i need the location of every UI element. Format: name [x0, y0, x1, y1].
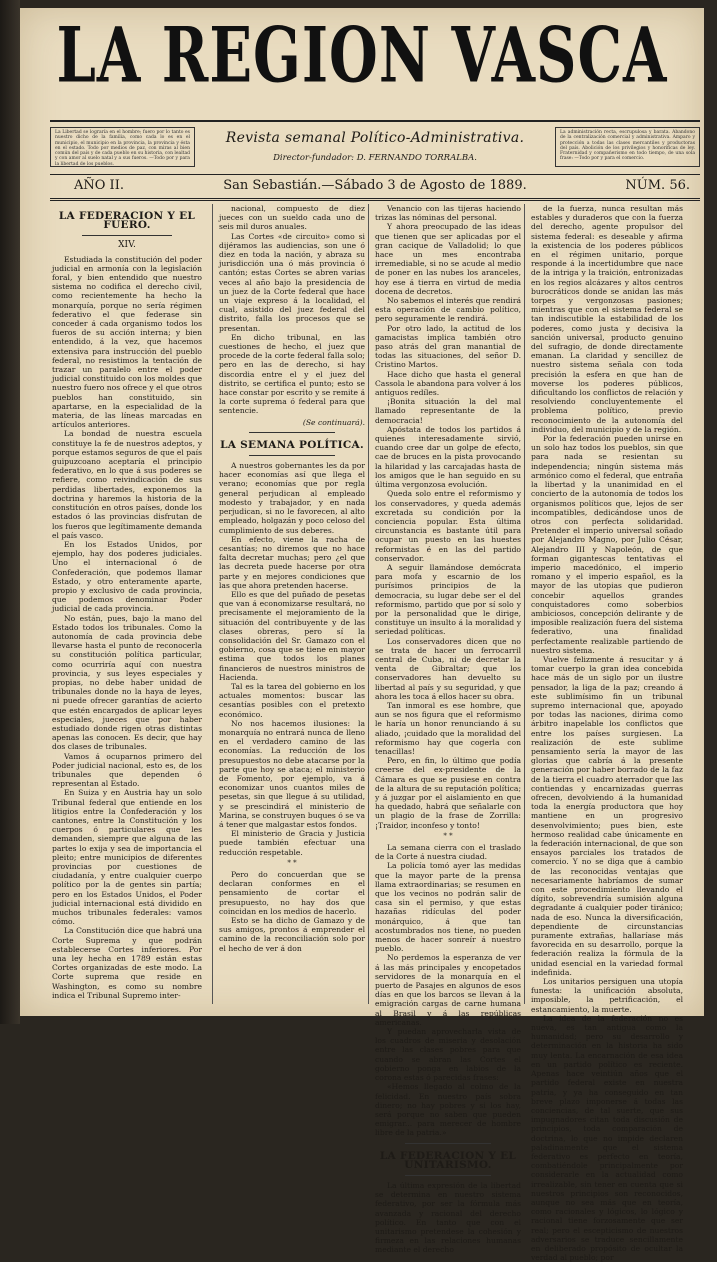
masthead: LA REGION VASCA	[56, 11, 668, 101]
paragraph: Esto se ha dicho de Gamazo y de sus amigos, prontos á emprender el camino de la reconciliación solo por el hecho de ver á don	[219, 916, 365, 953]
article-section-number: XIV.	[118, 240, 136, 251]
issue-year: AÑO II.	[74, 178, 124, 193]
paragraph: No perdemos la esperanza de ver á las más principales y encopetados servidores de la monarquía en el puerto de Pasajes en algunos de esos días en que los barcos se llevan á la emigración cargas de carne humana al Brasil y á las repúblicas americanas.	[375, 953, 521, 1027]
paragraph: La policía tomó ayer las medidas que la mayor parte de la prensa llama extraordinarias; se resumen en que los vecinos no podrán salir de casa sin el permiso, y que estas hazañas ridículas del poder monárquico, á que tan acostumbrados nos tiene, no pueden menos de hacer sonreír á nuestro pueblo.	[375, 861, 521, 954]
paragraph: Y ahora preocupado de las ideas que tienen que ser aplicadas por el gran cacique de Valladolid; lo que hace un mes encontraba irremediable, si no se acude al medio de poner en las nubes los aranceles, hoy ese á tierra en virtud de media docena de decretos.	[375, 222, 521, 296]
paragraph: Tal es la tarea del gobierno en los actuales momentos: buscar las cesantías posibles con el pretexto económico.	[219, 681, 365, 719]
paragraph: «Hemos llegado al colmo de la felicidad. En nuestro país sobra dinero; no hay pobres y si los hay, será porque no saben que pueden emigrar... para merecer de hombre libre de la patria.»	[375, 1082, 521, 1138]
column-4	[524, 204, 683, 1262]
paragraph: La bondad de nuestra escuela constituye la fe de nuestros adeptos, y porque estamos seguros de que el país guipuzcoano aceptaría el principio federativo, en lo que á sus poderes se refiere, como reivindicación de sus perdidas libertades, exponemos la doctrina y haremos la historia de la constitución en otros países, donde los estados ó las provincias disfrutan de los fueros que legítimamente demanda el país vasco.	[52, 429, 203, 540]
column-2	[212, 204, 365, 1004]
left-motto-box: La Libertad se lograría en el hombre; fuero por lo tanto es nuestro dicho de la familia, como cada lo es en el municipio, el municipio en la provincia, la provincia y ésta en el estado. Todo por medios de paz, con miras al bien común del país y de cada pueblo en su historia, con lealtad y con amor al suelo natal y a sus fueros. —Todo por y para la libertad de los pueblos.	[50, 127, 195, 167]
paragraph: En Suiza y en Austria hay un solo Tribunal federal que entiende en los litigios entre la Confederación y los cantones, entre la Constitución y los cuerpos ó particulares que les demanden, siempre que alguna de las partes lo exija y sea de importancia el pleito; entre municipios de diferentes provincias por cuestiones de ciudadanía, y entre cualquier cuerpo político por la de gentes sin partía; pero en los Estados Unidos, el Poder judicial internacional está dividido en muchos tribunales federales: vamos cómo.	[52, 788, 202, 927]
paragraph: El ministerio de Gracia y Justicia puede también efectuar una reducción respetable.	[219, 829, 365, 857]
paragraph: La semana cierra con el traslado de la Corte á nuestra ciudad.	[375, 843, 521, 862]
paragraph: Por la federación pueden unirse en un solo haz todos los pueblos, sin que para nada se resientan su independencia; ningún sistema más armónico como el federal, que entraña la libertad y la unanimidad en el concierto de la autonomía de todos los organismos políticos que, lejos de ser incompatibles, dedicándose unos de otros con perfecta solidaridad. Pretender el imperio universal soñado por Alejandro Magno, por Julio César, Alejandro III y Napoleón, de que forman gigantescas tentativas el imperio macedónico, el imperio romano y el imperio español, es la mayor de las utopias que pudieron concebir aquellos grandes conquistadores como soberbios ambiciosos, concepción delirante y de imposible realización fuera del sistema federativo, una finalidad perfectamente realizable partiendo de nuestro sistema.	[531, 434, 683, 655]
paragraph: Venancio con las tijeras haciendo trizas las nóminas del personal.	[375, 204, 521, 223]
paragraph: En efecto, viene la racha de cesantías; no diremos que no hace falta decretar muchas; pero ¿el que las decreta puede hacerse por otra parte y en mejores condiciones que las que ahora pretenden hacerse.	[219, 534, 365, 590]
paragraph: Pero do concuerdan que se declaran conformes en el pensamiento de cortar el presupuesto, no hay dos que coincidan en los medios de hacerlo.	[219, 870, 365, 916]
column-1	[52, 204, 202, 1004]
paragraph: A nuestros gobernantes les da por hacer economías así que llega el verano; economías que por regla general perjudican al empleado modesto y trabajador, y en nada perjudican, si no le favorecen, al alto empleado, holgazán y poco celoso del cumplimiento de sus deberes.	[219, 461, 365, 535]
dateline	[50, 174, 700, 201]
paragraph: En dicho tribunal, en las cuestiones de hecho, el juez que procede de la corte federal falla solo; pero en las de derecho, si hay discordia entre el y el juez del distrito, se certifica el punto; esto se hace constar por escrito y se remite á la corte suprema ó federal para que sentencie.	[219, 332, 365, 416]
paragraph: Vuelve felizmente á resucitar y á tomar cuerpo la gran idea concebida hace más de un siglo por un ilustre pensador, la liga de la paz; creando á este sublimísimo fin un tribunal supremo internacional que, apoyado por todas las naciones, dirima como árbitro inapelable los conflictos que entre los países surgiesen. La realización de este sublime pensamiento sería la mayor de las glorias que cabría á la presente generación por haber borrado de la faz de la tierra el cuadro aterrador que las contiendas y encarnizadas guerras ofrecen, devolviendo á la humanidad toda la energía productora que hoy mantiene en un progresivo desenvolvimiento; pues bien, este hermoso realidad cabe únicamente en la federación internacional, de que son ensayos parciales los tratados de comercio. Y no se diga que á cambio de las reconocidas ventajas que necesariamente habríamos de sumar con este procedimiento llevando el dígito, sobrevendría sumisión alguna degradante á cualquier poder tiránico; nada de eso. Nunca la diversificación, dependiente de circunstancias puramente extrañas, hallaríase más favorecida en su desarrollo, porque la federación realiza la fórmula de la unidad esencial en la variedad formal indefinida.	[531, 654, 683, 977]
paragraph: No están, pues, bajo la mano del Estado todos los tribunales. Como la autonomía de cada provincia debe llevarse hasta el punto de reconocerla su constitución política particular, como ocurriría aquí con nuestra provincia, y sus leyes especiales y propias, no debe haber unidad de tribunales donde no la haya de leyes, ni puede ofrecer garantías de acierto que estén encargados de aplicar leyes especiales, jueces que por haber estudiado donde rigen otras distintas apenas las conocen. Es decir, que hay dos clases de tribunales.	[52, 613, 202, 752]
paragraph: Pero, en fin, lo último que podía creerse del ex-presidente de la Cámara es que se pusiese en contra de la altura de su reputación política; y á juzgar por el aislamiento en que ha quedado, habrá que señalarle con un plagio de la frase de Zorrilla: ¡Traidor, inconfeso y tonto!	[375, 756, 521, 830]
section-divider-stars: * *	[287, 858, 297, 867]
right-motto-box: La administración recta, escrupulosa y barata. Abandono de la centralización comercial y administrativa. Amparo y protección a todas las clases mercantiles y productoras del país. Abolición de los privilegios y honorificas de ley. Fraternidad y compañerismo en todo tiempo, de una sola frase: —Todo por y para el comercio.	[555, 127, 700, 167]
paragraph: Vamos á ocuparnos primero del Poder judicial nacional, esto es, de los tribunales que dependen ó representan al Estado.	[52, 751, 202, 789]
paragraph: Queda solo entre el reformismo y los conservadores, y queda además excretada su condición por la conciencia popular. Esta última circunstancia es bastante útil para ocupar un puesto en las huestes reformistas é en las del partido conservador.	[375, 489, 521, 563]
tagline: Revista semanal Político-Administrativa.	[225, 130, 525, 146]
issue-number: NÚM. 56.	[625, 178, 690, 193]
section-divider-stars: * *	[443, 831, 453, 840]
article-title-unitarismo: LA FEDERACION Y EL UNITARISMO.	[379, 1149, 517, 1171]
article-rule	[405, 1143, 491, 1144]
paragraph: A seguir llamándose demócrata para mofa y escarnio de los purísimos principios de la democracia, su lugar debe ser el del reformismo, partido que por sí solo y por la personalidad que le dirige, constituye un insulto á la moralidad y seriedad políticas.	[375, 562, 521, 637]
paragraph: Apóstata de todos los partidos á quienes interesadamente sirvió, cuando cree dar un golpe de efecto, cae de bruces en la pista provocando la hilaridad y las carcajadas hasta de los amigos que le han seguido en su última vergonzosa evolución.	[375, 424, 521, 490]
column-3	[368, 204, 521, 1255]
title-rule	[82, 235, 172, 236]
paragraph: Tan inmoral es ese hombre, que aun se nos figura que el reformismo le haría un honor renunciando á su aliado, ¡cuidado que la moralidad del reformismo hay que cogerla con tenacillas!	[375, 700, 521, 756]
paragraph: Los unitarios persiguen una utopía funesta: la unificación absoluta, imposible, la petrificación, el estancamiento, la muerte.	[531, 977, 683, 1014]
paragraph: La idea de la federación no es nueva, es tan antigua como la humanidad; pero su desarrollo y determinación en la historia ha sido muy lenta. La encarnación de esa idea en un partido político es reciente. Apenas hace veintiún años que el partido federal existe en nuestra patria, y ya ha conseguido en tan breve plazo imponerse á todas las conciencias, de tal suerte, que sus impugnadores citan toda discusión de principios, toda comparación de doctrina, lo que no impide declaren paladinamente que el sistema federativo es perfecto en teoría, combatiéndole principalmente por considerarle en la actualidad como irrealizable, sin tener en cuenta que si nuestros principios son reconocidos, aunque no sea más que en teoría, como racionales y lógicos, lo lógico y racional tiene forzosamente que ser real; pero el escepticismo de nuestros adversarios se traduce sencillamente en deliberado propósito de ocultar la verdad al pueblo; por	[531, 1013, 683, 1262]
director-line: Director-fundador: D. FERNANDO TORRALBA.	[273, 153, 477, 163]
paragraph: Las Cortes «de circuito» como si dijéramos las audiencias, son une ó diez en toda la nación, y abraza su jurisdicción una ó más provincia ó cantón; estas Cortes se abren varias veces al año bajo la presidencia de un juez de la Corte federal que hace un viaje expreso á la localidad, el cual, asistido del juez federal del distrito, falla los procesos que se presentan.	[219, 231, 365, 333]
article-title-federacion: LA FEDERACION Y EL FUERO.	[58, 210, 196, 232]
paragraph: No nos hacemos ilusiones: la monarquía no entrará nunca de lleno en el verdadero camino de las economías. La reducción de los presupuestos no debe atacarse por la parte que hoy se ataca; el ministerio de Fomento, por ejemplo, va á economizar unos cuantos miles de pesetas, sin que llegue á su utilidad, y se prescindirá el ministerio de Marina, se construyen buques ó se va á tener que malgastar estos fondos.	[219, 718, 365, 829]
paragraph: En los Estados Unidos, por ejemplo, hay dos poderes judiciales. Uno el internacional ó de Confederación, que podemos llamar Estado, y otro enteramente aparte, propio y exclusivo de cada provincia, que podemos denominar Poder judicial de cada provincia.	[52, 539, 202, 614]
paragraph: La Constitución dice que habrá una Corte Suprema y que podrán establecerse Cortes inferiores. Por una ley hecha en 1789 están estas Cortes organizadas de este modo. La Corte suprema que reside en Washington, es como su nombre indica el Tribunal Supremo inter-	[52, 926, 202, 1000]
newspaper-page	[20, 8, 704, 1262]
issue-date: San Sebastián.—Sábado 3 de Agosto de 1889.	[223, 178, 527, 193]
paragraph: La última expresión de la libertad se determina en nuestro sistema federativo, por ser la fórmula más avanzada y racional del derecho político. En tanto que con el unitarismo pretendese la cohesión y firmeza en las relaciones humanas mediante el derecho	[375, 1180, 521, 1255]
paragraph: Por otro lado, la actitud de los gamacistas implica también otro paso atrás del gran manantial de todas las situaciones, del señor D. Cristino Martos.	[375, 323, 521, 370]
paragraph: Hace dicho que hasta el general Cassola le abandona para volver á los antiguos redíles.	[375, 369, 521, 398]
paragraph: de la fuerza, nunca resultan más estables y duraderos que con la fuerza del derecho, agente propulsor del sistema federal: es deseable y afirma la existencia de los poderes públicos en el régimen unitario, porque responde á la incertidumbre que nace de la intriga y la traición, entronizadas en los regios alcázares y altos centros burocráticos donde se anidan las más torpes y vergonzosas pasiones; mientras que con el sistema federal se tan indiscutible la estabilidad de los poderes, como justa y decisiva la sanción universal, producto genuino del sufragio, de donde directamente emanan. La claridad y sencillez de nuestro sistema señala con toda precisión la esfera en que han de moverse los poderes públicos, dificultando los conflictos de relación y resolviendo concluyentemente el problema político, previo reconocimiento de la autonomía del individuo, del municipio y de la región.	[531, 204, 683, 434]
article-title-semana: LA SEMANA POLÍTICA.	[220, 438, 364, 451]
paragraph: ¡Bonita situación la del mal llamado representante de la democracia!	[375, 397, 521, 425]
paragraph: Estudiada la constitución del poder judicial en armonía con la legislación foral, y bien entendido que nuestro sistema no codifica el derecho civil, como recientemente ha hecho la monarquía, porque no sería régimen federativo el que federase sin conceder á cada organismo todos los fueros de su acción interna; y bien entendido, á la vez, que hacemos extensiva para instrucción del pueblo federal, no resistimos la tentación de trazar un paralelo entre el poder judicial constituido con los moldes que nuestro fuero nos ofrece y el que otros pueblos han constituido, sin apartarse, en la especialidad de la materia, de las líneas marcadas en artículos anteriores.	[52, 254, 202, 430]
continuation-note: (Se continuará).	[302, 417, 365, 427]
book-spine	[0, 0, 20, 1024]
paragraph: Ello es que del puñado de pesetas que van á economizarse resultará, no precisamente el mejoramiento de la situación del contribuyente y de las clases obreras, pero sí la consolidación del Sr. Gamazo con el gobierno, cosa que se tiene en mayor estima que todos los planes financieros de nuestros ministros de Hacienda.	[219, 589, 365, 682]
title-rule	[249, 455, 335, 456]
paragraph: nacional, compuesto de diez jueces con un sueldo cada uno de seis mil duros anuales.	[219, 204, 365, 232]
title-rule	[405, 1175, 491, 1176]
subheader	[50, 120, 700, 175]
paragraph: No sabemos el interés que rendirá esta operación de cambio político, pero seguramente le rendirá.	[375, 296, 521, 324]
paragraph: Los conservadores dicen que no se trata de hacer un ferrocarril central de Cuba, ni de decretar la venta de Gibraltar; que los conservadores han devuelto su libertad al país y su seguridad, y que ahora les toca á ellos hacer su obra.	[375, 636, 521, 701]
paragraph: Y puedan aprovecharla vista de los cuadros de miseria y desolación entre las clases pobres para que cuando se abran las Cortes el gobierno ponga en labios de la corona estas ó parecidas frases:	[375, 1027, 521, 1083]
article-rule	[249, 432, 335, 433]
